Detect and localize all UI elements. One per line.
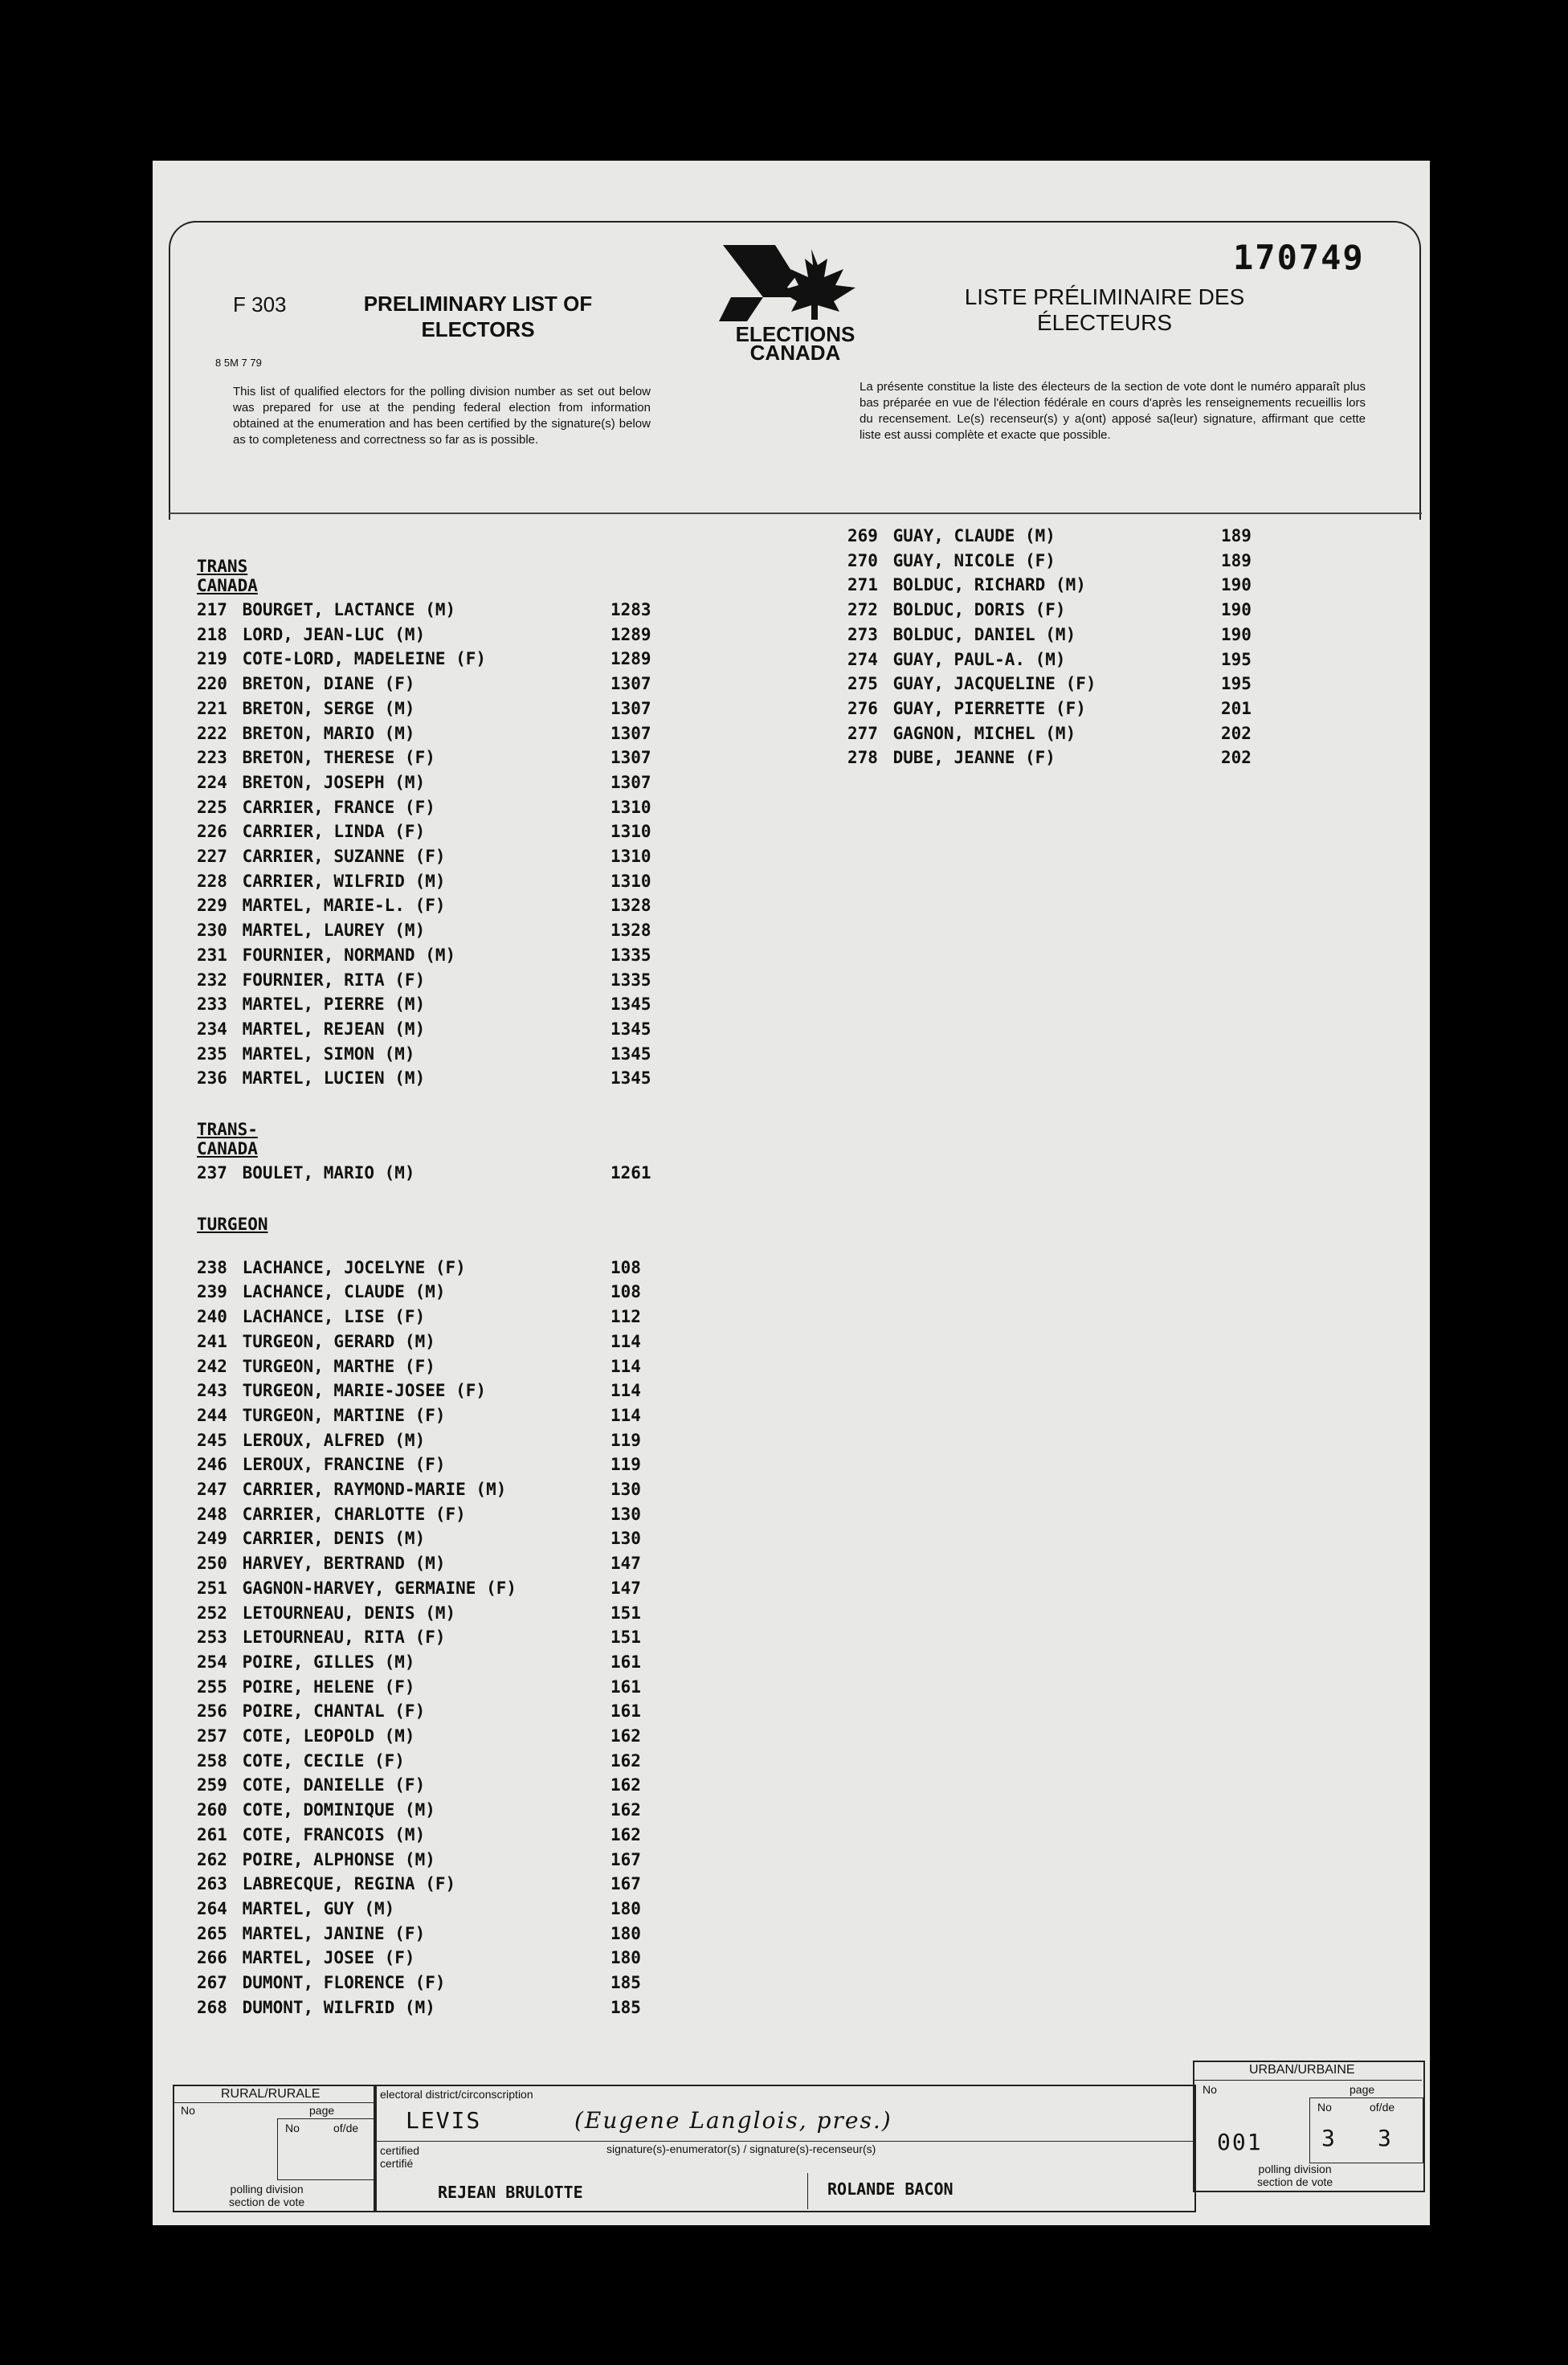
header-divider bbox=[169, 513, 1422, 514]
elector-address: 114 bbox=[610, 1356, 641, 1376]
elector-address: 1307 bbox=[610, 723, 651, 743]
elector-name: COTE, LEOPOLD (M) bbox=[232, 1726, 415, 1746]
elector-number: 258 bbox=[197, 1750, 227, 1771]
elector-number: 233 bbox=[197, 995, 227, 1015]
elector-number: 252 bbox=[197, 1603, 227, 1623]
elector-number: 228 bbox=[197, 871, 227, 891]
elector-name: TURGEON, MARTINE (F) bbox=[232, 1405, 446, 1425]
elector-row bbox=[197, 674, 651, 698]
elector-name: CARRIER, FRANCE (F) bbox=[232, 797, 435, 817]
elector-row bbox=[197, 1849, 641, 1874]
elector-list-sheet bbox=[153, 161, 1430, 2225]
elector-row bbox=[197, 1898, 641, 1923]
elector-number: 243 bbox=[197, 1381, 227, 1401]
elector-row bbox=[197, 1430, 641, 1455]
form-date: 8 5M 7 79 bbox=[215, 357, 262, 369]
elector-name: CARRIER, WILFRID (M) bbox=[232, 871, 446, 891]
elector-address: 1307 bbox=[610, 748, 651, 768]
division-number: 001 bbox=[1217, 2129, 1263, 2155]
elector-number: 240 bbox=[197, 1307, 227, 1327]
elector-name: BRETON, THERESE (F) bbox=[232, 748, 435, 768]
elector-address: 190 bbox=[1221, 575, 1252, 595]
elector-address: 114 bbox=[610, 1331, 641, 1351]
elector-address: 202 bbox=[1221, 723, 1252, 743]
elector-number: 236 bbox=[197, 1068, 227, 1089]
elector-address: 195 bbox=[1221, 674, 1252, 694]
rural-inner-line bbox=[173, 2102, 374, 2103]
elector-number: 254 bbox=[197, 1652, 227, 1672]
elector-name: POIRE, CHANTAL (F) bbox=[232, 1701, 426, 1722]
enumerator-1-signature: REJEAN BRULOTTE bbox=[438, 2183, 583, 2202]
elector-row bbox=[197, 1578, 641, 1603]
urban-no-small: No bbox=[1317, 2101, 1332, 2114]
elector-number: 234 bbox=[197, 1019, 227, 1039]
elector-number: 250 bbox=[197, 1554, 227, 1574]
elector-row bbox=[847, 698, 1252, 723]
elector-address: 1328 bbox=[610, 921, 651, 941]
elector-row bbox=[197, 1750, 641, 1775]
elector-name: LEROUX, FRANCINE (F) bbox=[232, 1455, 446, 1475]
urban-label: URBAN/URBAINE bbox=[1249, 2063, 1355, 2077]
elector-address: 1345 bbox=[610, 1044, 651, 1064]
elector-address: 167 bbox=[610, 1874, 641, 1894]
elector-name: LETOURNEAU, RITA (F) bbox=[232, 1628, 446, 1648]
elector-name: BOURGET, LACTANCE (M) bbox=[232, 600, 456, 619]
elector-row bbox=[197, 1554, 641, 1578]
elector-number: 245 bbox=[197, 1430, 227, 1450]
elector-address: 180 bbox=[610, 1948, 641, 1968]
elector-address: 162 bbox=[610, 1824, 641, 1844]
elector-name: GAGNON-HARVEY, GERMAINE (F) bbox=[232, 1578, 517, 1598]
footer-form bbox=[173, 2061, 1426, 2209]
elector-name: GUAY, JACQUELINE (F) bbox=[883, 674, 1096, 694]
elector-row bbox=[197, 1282, 641, 1306]
elector-name: LACHANCE, LISE (F) bbox=[232, 1307, 426, 1327]
elector-name: GUAY, NICOLE (F) bbox=[883, 550, 1056, 570]
elector-address: 119 bbox=[610, 1455, 641, 1475]
elector-name: COTE, CECILE (F) bbox=[232, 1750, 405, 1771]
elector-name: BRETON, SERGE (M) bbox=[232, 698, 415, 718]
elector-address: 130 bbox=[610, 1480, 641, 1499]
elector-address: 162 bbox=[610, 1750, 641, 1771]
elector-name: MARTEL, MARIE-L. (F) bbox=[232, 896, 446, 916]
elector-name: MARTEL, REJEAN (M) bbox=[232, 1019, 426, 1039]
certified-label: certified certifié bbox=[380, 2144, 420, 2170]
elector-number: 270 bbox=[847, 550, 878, 570]
elector-name: GUAY, PIERRETTE (F) bbox=[883, 698, 1086, 718]
elector-name: GUAY, CLAUDE (M) bbox=[883, 526, 1056, 545]
elector-address: 114 bbox=[610, 1381, 641, 1401]
rural-label: RURAL/RURALE bbox=[221, 2087, 321, 2101]
elector-row bbox=[197, 970, 651, 995]
elector-number: 261 bbox=[197, 1824, 227, 1844]
elector-number: 219 bbox=[197, 649, 227, 669]
elector-address: 185 bbox=[610, 1997, 641, 2017]
elector-row bbox=[197, 772, 651, 797]
elector-row bbox=[197, 723, 651, 748]
enumerator-2-signature: ROLANDE BACON bbox=[827, 2179, 953, 2199]
elector-number: 263 bbox=[197, 1874, 227, 1894]
elector-name: LABRECQUE, REGINA (F) bbox=[232, 1874, 456, 1894]
elector-row bbox=[197, 1997, 641, 2022]
elector-row bbox=[197, 1307, 641, 1331]
elector-name: MARTEL, LUCIEN (M) bbox=[232, 1068, 426, 1089]
elector-name: MARTEL, JANINE (F) bbox=[232, 1923, 426, 1943]
elector-address: 147 bbox=[610, 1554, 641, 1574]
elector-address: 1261 bbox=[610, 1163, 651, 1182]
elector-number: 227 bbox=[197, 847, 227, 866]
elector-number: 274 bbox=[847, 649, 878, 669]
elector-number: 264 bbox=[197, 1898, 227, 1918]
elector-row bbox=[197, 1628, 641, 1652]
elector-number: 225 bbox=[197, 797, 227, 817]
elector-address: 161 bbox=[610, 1701, 641, 1722]
elector-address: 1307 bbox=[610, 772, 651, 792]
logo-text-canada: CANADA bbox=[749, 341, 841, 361]
elector-number: 244 bbox=[197, 1405, 227, 1425]
elector-row bbox=[197, 1356, 641, 1381]
elector-row bbox=[847, 550, 1252, 575]
elector-address: 1307 bbox=[610, 698, 651, 718]
elector-number: 235 bbox=[197, 1044, 227, 1064]
title-french: LISTE PRÉLIMINAIRE DES ÉLECTEURS bbox=[964, 284, 1245, 335]
elector-row bbox=[197, 1701, 641, 1726]
elector-number: 218 bbox=[197, 624, 227, 644]
elector-address: 108 bbox=[610, 1257, 641, 1277]
elector-row bbox=[197, 1973, 641, 1997]
elector-address: 189 bbox=[1221, 526, 1252, 545]
elector-address: 151 bbox=[610, 1628, 641, 1648]
elector-number: 257 bbox=[197, 1726, 227, 1746]
intro-english: This list of qualified electors for the polling division number as set out below was prepared for use at the pending federal election from information obtained at the enumeration and has been certified by the signature(s) below as to completeness and correctness so far as is possible. bbox=[233, 385, 651, 447]
elector-address: 1335 bbox=[610, 970, 651, 990]
elector-name: DUMONT, FLORENCE (F) bbox=[232, 1973, 446, 1992]
elector-name: MARTEL, LAUREY (M) bbox=[232, 921, 426, 941]
elector-row bbox=[197, 1948, 641, 1972]
elector-address: 114 bbox=[610, 1405, 641, 1425]
elector-name: BOLDUC, DANIEL (M) bbox=[883, 624, 1076, 644]
elector-address: 112 bbox=[610, 1307, 641, 1327]
elector-address: 1289 bbox=[610, 649, 651, 669]
elector-row bbox=[847, 723, 1252, 748]
elector-address: 1345 bbox=[610, 1068, 651, 1089]
elector-number: 231 bbox=[197, 945, 227, 965]
elector-number: 259 bbox=[197, 1775, 227, 1795]
elector-number: 269 bbox=[847, 526, 878, 545]
elector-number: 237 bbox=[197, 1163, 227, 1182]
elector-address: 1289 bbox=[610, 624, 651, 644]
elector-address: 161 bbox=[610, 1677, 641, 1697]
rural-polling-label: polling division section de vote bbox=[229, 2183, 305, 2208]
elector-name: BRETON, MARIO (M) bbox=[232, 723, 415, 743]
elector-row bbox=[197, 871, 651, 896]
elector-number: 241 bbox=[197, 1331, 227, 1351]
elector-row bbox=[197, 822, 651, 846]
urban-no-label: No bbox=[1203, 2083, 1217, 2096]
elector-number: 232 bbox=[197, 970, 227, 990]
elector-number: 273 bbox=[847, 624, 878, 644]
elector-row bbox=[197, 1652, 641, 1677]
elector-name: COTE-LORD, MADELEINE (F) bbox=[232, 649, 487, 669]
elector-address: 1310 bbox=[610, 847, 651, 866]
elector-number: 266 bbox=[197, 1948, 227, 1968]
elector-address: 1335 bbox=[610, 945, 651, 965]
elector-row bbox=[197, 1163, 651, 1187]
elector-address: 130 bbox=[610, 1529, 641, 1549]
elector-row bbox=[197, 600, 651, 624]
elector-row bbox=[197, 1019, 651, 1044]
elector-address: 180 bbox=[610, 1898, 641, 1918]
logo-text-elections: ELECTIONS bbox=[735, 322, 855, 346]
elector-row bbox=[197, 1405, 641, 1430]
elector-number: 246 bbox=[197, 1455, 227, 1475]
elector-address: 1283 bbox=[610, 600, 651, 619]
elector-row bbox=[197, 1381, 641, 1405]
elector-name: TURGEON, GERARD (M) bbox=[232, 1331, 435, 1351]
elector-name: BOULET, MARIO (M) bbox=[232, 1163, 415, 1182]
urban-page-label: page bbox=[1350, 2083, 1375, 2096]
elector-row bbox=[197, 1504, 641, 1529]
elector-row bbox=[197, 1257, 641, 1282]
elector-name: BOLDUC, RICHARD (M) bbox=[883, 575, 1086, 595]
elector-number: 221 bbox=[197, 698, 227, 718]
elector-address: 190 bbox=[1221, 624, 1252, 644]
elector-row bbox=[197, 995, 651, 1019]
elector-number: 238 bbox=[197, 1257, 227, 1277]
elector-number: 253 bbox=[197, 1628, 227, 1648]
elector-address: 167 bbox=[610, 1849, 641, 1869]
urban-of-label: of/de bbox=[1370, 2101, 1395, 2114]
elector-name: COTE, DANIELLE (F) bbox=[232, 1775, 426, 1795]
elector-row bbox=[197, 1726, 641, 1750]
elector-name: CARRIER, CHARLOTTE (F) bbox=[232, 1504, 466, 1524]
elector-name: LETOURNEAU, DENIS (M) bbox=[232, 1603, 456, 1623]
elector-address: 162 bbox=[610, 1726, 641, 1746]
elector-row bbox=[197, 649, 651, 673]
elector-number: 242 bbox=[197, 1356, 227, 1376]
elector-address: 162 bbox=[610, 1800, 641, 1820]
elector-address: 161 bbox=[610, 1652, 641, 1672]
elector-name: COTE, FRANCOIS (M) bbox=[232, 1824, 426, 1844]
elector-row bbox=[197, 1044, 651, 1068]
elector-name: CARRIER, DENIS (M) bbox=[232, 1529, 426, 1549]
elector-name: COTE, DOMINIQUE (M) bbox=[232, 1800, 435, 1820]
elector-number: 267 bbox=[197, 1973, 227, 1992]
elector-row bbox=[197, 1874, 641, 1898]
elector-address: 202 bbox=[1221, 748, 1252, 768]
elector-name: GAGNON, MICHEL (M) bbox=[883, 723, 1076, 743]
elector-row bbox=[847, 748, 1252, 772]
elector-name: MARTEL, GUY (M) bbox=[232, 1898, 395, 1918]
district-value: LEVIS bbox=[406, 2107, 482, 2134]
elector-name: MARTEL, SIMON (M) bbox=[232, 1044, 415, 1064]
elector-name: POIRE, GILLES (M) bbox=[232, 1652, 415, 1672]
elector-number: 268 bbox=[197, 1997, 227, 2017]
elector-name: TURGEON, MARIE-JOSEE (F) bbox=[232, 1381, 487, 1401]
elector-number: 251 bbox=[197, 1578, 227, 1598]
elector-name: LACHANCE, CLAUDE (M) bbox=[232, 1282, 446, 1302]
elector-address: 119 bbox=[610, 1430, 641, 1450]
elector-number: 272 bbox=[847, 600, 878, 620]
elector-row bbox=[197, 748, 651, 772]
elector-row bbox=[197, 698, 651, 723]
elector-address: 1345 bbox=[610, 1019, 651, 1039]
elector-address: 130 bbox=[610, 1504, 641, 1524]
elector-address: 1307 bbox=[610, 674, 651, 694]
elector-address: 1310 bbox=[610, 871, 651, 891]
elector-row bbox=[847, 600, 1252, 624]
serial-number: 170749 bbox=[1233, 238, 1365, 277]
elector-row bbox=[847, 575, 1252, 599]
elector-name: FOURNIER, NORMAND (M) bbox=[232, 945, 456, 965]
page-number: 3 bbox=[1321, 2125, 1337, 2151]
elector-name: LORD, JEAN-LUC (M) bbox=[232, 624, 426, 644]
elector-name: POIRE, HELENE (F) bbox=[232, 1677, 415, 1697]
elector-address: 147 bbox=[610, 1578, 641, 1598]
elector-number: 271 bbox=[847, 575, 878, 595]
elector-name: FOURNIER, RITA (F) bbox=[232, 970, 426, 990]
elector-address: 185 bbox=[610, 1973, 641, 1992]
signature-label: signature(s)-enumerator(s) / signature(s)-recenseur(s) bbox=[606, 2142, 876, 2155]
elector-row bbox=[197, 1677, 641, 1701]
elector-row bbox=[197, 624, 651, 649]
elector-name: GUAY, PAUL-A. (M) bbox=[883, 649, 1066, 669]
elector-row bbox=[197, 921, 651, 945]
elector-name: MARTEL, JOSEE (F) bbox=[232, 1948, 415, 1968]
elector-row bbox=[847, 624, 1252, 649]
elector-row bbox=[197, 1480, 641, 1504]
elector-number: 278 bbox=[847, 748, 878, 768]
elector-number: 226 bbox=[197, 822, 227, 842]
elector-row bbox=[197, 847, 651, 871]
elector-number: 247 bbox=[197, 1480, 227, 1499]
elector-number: 229 bbox=[197, 896, 227, 916]
elector-name: DUMONT, WILFRID (M) bbox=[232, 1997, 435, 2017]
elector-name: CARRIER, SUZANNE (F) bbox=[232, 847, 446, 866]
elector-address: 190 bbox=[1221, 600, 1252, 620]
elector-number: 220 bbox=[197, 674, 227, 694]
elector-address: 1310 bbox=[610, 822, 651, 842]
elector-name: HARVEY, BERTRAND (M) bbox=[232, 1554, 446, 1574]
title-english: PRELIMINARY LIST OF ELECTORS bbox=[363, 292, 593, 341]
elector-number: 248 bbox=[197, 1504, 227, 1524]
elector-address: 151 bbox=[610, 1603, 641, 1623]
elector-name: POIRE, ALPHONSE (M) bbox=[232, 1849, 435, 1869]
elector-number: 260 bbox=[197, 1800, 227, 1820]
elector-name: CARRIER, RAYMOND-MARIE (M) bbox=[232, 1480, 507, 1499]
elector-row bbox=[197, 1331, 641, 1356]
elector-row bbox=[197, 1068, 651, 1093]
elector-address: 1310 bbox=[610, 797, 651, 817]
district-inner-line bbox=[374, 2141, 1193, 2142]
elector-name: BRETON, JOSEPH (M) bbox=[232, 772, 426, 792]
street-heading: TRANS-CANADA bbox=[197, 1120, 258, 1158]
elector-address: 1328 bbox=[610, 896, 651, 916]
elector-address: 162 bbox=[610, 1775, 641, 1795]
urban-polling-label: polling division section de vote bbox=[1257, 2163, 1333, 2188]
elector-row bbox=[847, 526, 1252, 550]
elector-address: 189 bbox=[1221, 550, 1252, 570]
district-label: electoral district/circonscription bbox=[380, 2088, 533, 2101]
elector-row bbox=[847, 649, 1252, 674]
elections-canada-logo bbox=[715, 241, 876, 361]
elector-row bbox=[847, 674, 1252, 698]
elector-number: 276 bbox=[847, 698, 878, 718]
urban-inner-line bbox=[1193, 2080, 1422, 2081]
elector-number: 256 bbox=[197, 1701, 227, 1722]
elector-row bbox=[197, 797, 651, 822]
elector-name: CARRIER, LINDA (F) bbox=[232, 822, 426, 842]
rural-no-small: No bbox=[285, 2122, 300, 2134]
elector-number: 255 bbox=[197, 1677, 227, 1697]
elector-row bbox=[197, 945, 651, 970]
elector-row bbox=[197, 1923, 641, 1948]
elector-name: BOLDUC, DORIS (F) bbox=[883, 600, 1066, 620]
street-heading: TRANS CANADA bbox=[197, 557, 258, 595]
elector-row bbox=[197, 1775, 641, 1799]
rural-of-label: of/de bbox=[333, 2122, 359, 2134]
signature-separator bbox=[807, 2173, 808, 2209]
elector-name: MARTEL, PIERRE (M) bbox=[232, 995, 426, 1015]
elector-name: BRETON, DIANE (F) bbox=[232, 674, 415, 694]
elector-number: 217 bbox=[197, 600, 227, 619]
elector-address: 195 bbox=[1221, 649, 1252, 669]
elector-name: TURGEON, MARTHE (F) bbox=[232, 1356, 435, 1376]
elector-number: 249 bbox=[197, 1529, 227, 1549]
elector-name: LEROUX, ALFRED (M) bbox=[232, 1430, 426, 1450]
elector-number: 239 bbox=[197, 1282, 227, 1302]
handwritten-note: (Eugene Langlois, pres.) bbox=[574, 2107, 892, 2134]
rural-no-label: No bbox=[181, 2104, 195, 2117]
intro-french: La présente constitue la liste des électeurs de la section de vote dont le numéro apparaît plus bas préparée en vue de l'élection fédérale en cours d'après les renseignements recueillis lors du recensement. Le(s) recenseur(s) y a(ont) apposé sa(leur) signature, affirmant que cette liste est aussi complète et exacte que possible. bbox=[860, 380, 1366, 442]
elector-row bbox=[197, 1824, 641, 1849]
street-heading: TURGEON bbox=[197, 1214, 268, 1234]
elector-row bbox=[197, 1455, 641, 1479]
elector-number: 262 bbox=[197, 1849, 227, 1869]
elector-row bbox=[197, 1603, 641, 1628]
elector-number: 265 bbox=[197, 1923, 227, 1943]
rural-page-label: page bbox=[309, 2104, 335, 2117]
elector-name: LACHANCE, JOCELYNE (F) bbox=[232, 1257, 466, 1277]
elector-number: 277 bbox=[847, 723, 878, 743]
elector-address: 201 bbox=[1221, 698, 1252, 718]
elector-name: DUBE, JEANNE (F) bbox=[883, 748, 1056, 768]
elector-number: 224 bbox=[197, 772, 227, 792]
elector-number: 223 bbox=[197, 748, 227, 768]
elector-number: 222 bbox=[197, 723, 227, 743]
elector-number: 230 bbox=[197, 921, 227, 941]
elector-address: 1345 bbox=[610, 995, 651, 1015]
elector-address: 108 bbox=[610, 1282, 641, 1302]
elector-row bbox=[197, 1800, 641, 1824]
form-code: F 303 bbox=[233, 292, 287, 317]
elector-row bbox=[197, 896, 651, 920]
page-total: 3 bbox=[1378, 2125, 1393, 2151]
elector-number: 275 bbox=[847, 674, 878, 694]
elector-row bbox=[197, 1529, 641, 1553]
elector-address: 180 bbox=[610, 1923, 641, 1943]
